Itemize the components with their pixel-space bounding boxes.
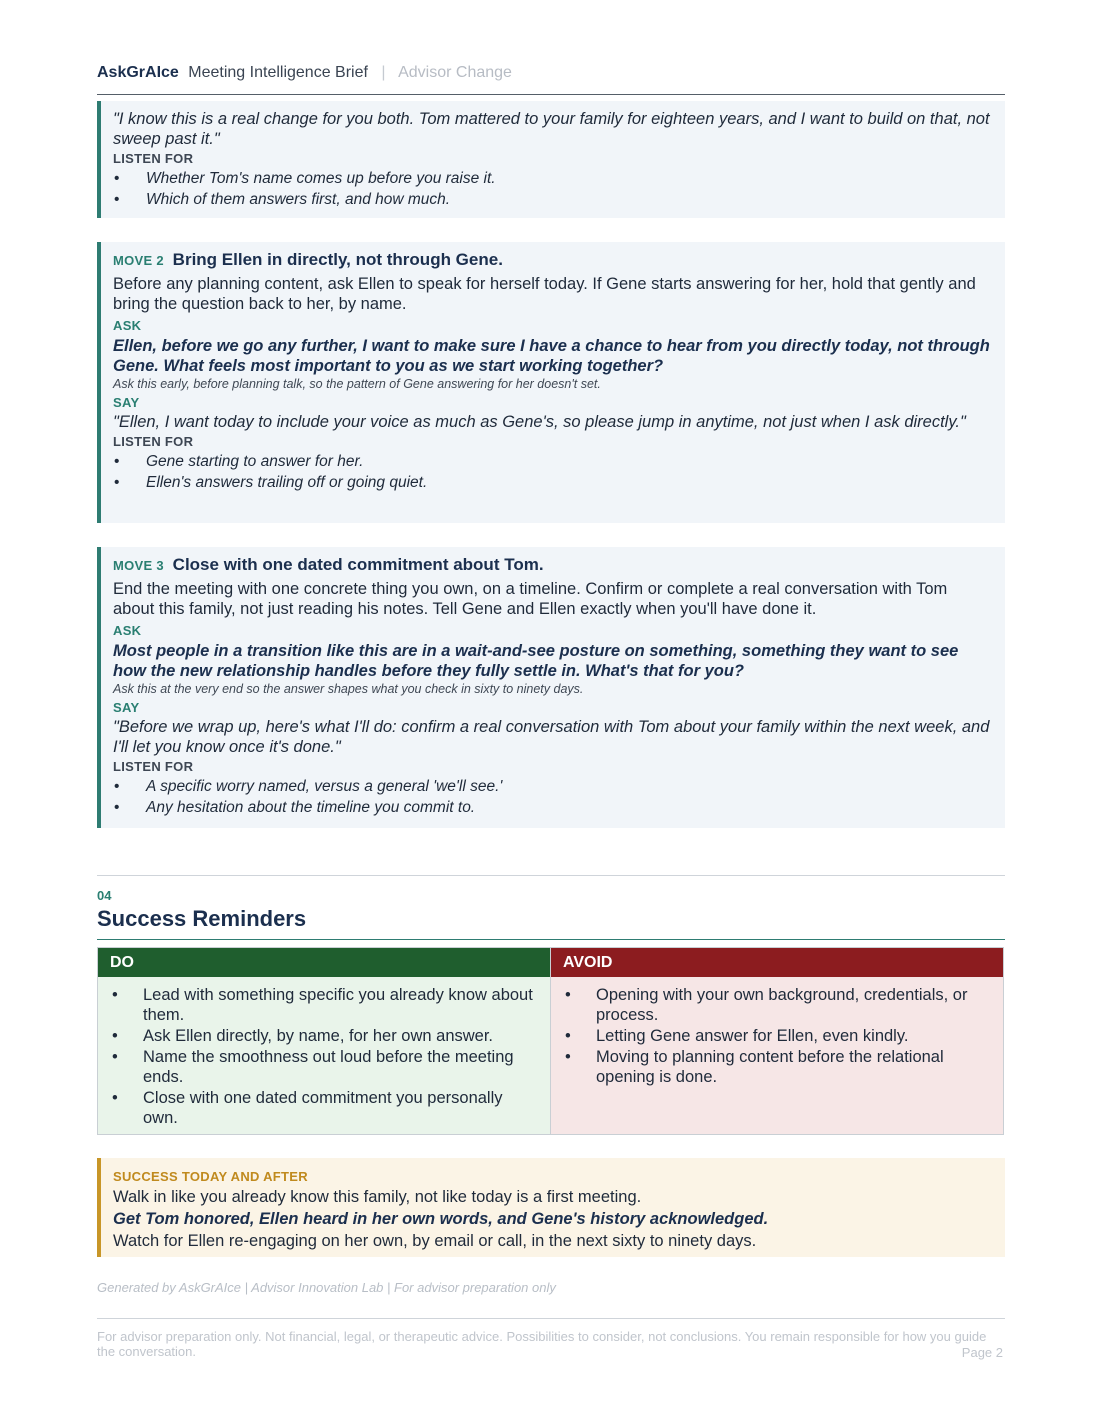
listen-item: • Ellen's answers trailing off or going quiet. (113, 472, 991, 493)
listen-item: • Any hesitation about the timeline you commit to. (113, 797, 991, 818)
footer-disclaimer: For advisor preparation only. Not financial, legal, or therapeutic advice. Possibilities to consider, not conclusions. You remain responsible for how you guide the conversation. (97, 1329, 987, 1359)
document-title: Meeting Intelligence Brief (188, 64, 368, 81)
do-header: DO (98, 948, 550, 977)
header-separator: | (381, 64, 386, 81)
listen-item: • Which of them answers first, and how much. (113, 189, 991, 210)
section-title-rule (97, 939, 1005, 940)
listen-item: • Gene starting to answer for her. (113, 451, 991, 472)
move2-listen-label: LISTEN FOR (113, 434, 194, 449)
move2-heading (113, 249, 991, 272)
success-line-2: Get Tom honored, Ellen heard in her own words, and Gene's history acknowledged. (113, 1210, 769, 1228)
footer-rule (97, 1318, 1005, 1319)
move2-title: Bring Ellen in directly, not through Gene. (172, 250, 503, 269)
move3-say-text: "Before we wrap up, here's what I'll do: confirm a real conversation with Tom about your family within the next week, and I'll let you know once it's done." (113, 718, 990, 756)
move1-listen-list (113, 168, 991, 210)
move3-ask-note: Ask this at the very end so the answer shapes what you check in sixty to ninety days. (113, 682, 584, 696)
move3-listen-list (113, 776, 991, 818)
header-section: Advisor Change (398, 64, 512, 81)
move1-say-text: "I know this is a real change for you both. Tom mattered to your family for eighteen years, and I want to build on that, not sweep past it." (113, 110, 990, 148)
move2-ask-note: Ask this early, before planning talk, so the pattern of Gene answering for her doesn't set. (113, 377, 601, 391)
move1-listen-label: LISTEN FOR (113, 151, 194, 166)
do-column (98, 948, 551, 1134)
avoid-item: • Letting Gene answer for Ellen, even kindly. (563, 1026, 991, 1046)
do-item: • Name the smoothness out loud before the meeting ends. (110, 1047, 538, 1087)
success-label: SUCCESS TODAY AND AFTER (113, 1169, 308, 1184)
move3-number: MOVE 3 (113, 558, 164, 573)
move3-card (97, 547, 1005, 828)
move2-say-text: "Ellen, I want today to include your voice as much as Gene's, so please jump in anytime, not just when I ask directly." (113, 413, 966, 431)
document-header (97, 64, 1005, 95)
move3-listen-label: LISTEN FOR (113, 759, 194, 774)
listen-item: • Whether Tom's name comes up before you raise it. (113, 168, 991, 189)
section-number: 04 (97, 888, 112, 903)
avoid-header: AVOID (551, 948, 1003, 977)
move2-number: MOVE 2 (113, 253, 164, 268)
move1-card (97, 101, 1005, 218)
section-title: Success Reminders (97, 906, 307, 931)
success-callout (97, 1158, 1005, 1257)
do-list (98, 985, 550, 1128)
success-line-3: Watch for Ellen re-engaging on her own, by email or call, in the next sixty to ninety days. (113, 1232, 757, 1250)
move3-ask-question: Most people in a transition like this are in a wait-and-see posture on something, something they want to see how the new relationship handles before they fully settle in. What's that for you? (113, 642, 959, 680)
move2-body: Before any planning content, ask Ellen to speak for herself today. If Gene starts answering for her, hold that gently and bring the question back to her, by name. (113, 275, 976, 313)
avoid-item: • Opening with your own background, credentials, or process. (563, 985, 991, 1025)
do-item: • Lead with something specific you already know about them. (110, 985, 538, 1025)
move2-listen-list (113, 451, 991, 493)
move2-card (97, 242, 1005, 523)
do-item: • Close with one dated commitment you personally own. (110, 1088, 538, 1128)
move3-ask-label: ASK (113, 623, 142, 638)
section-divider (97, 875, 1005, 876)
move3-say-label: SAY (113, 700, 140, 715)
listen-item: • A specific worry named, versus a general 'we'll see.' (113, 776, 991, 797)
move2-ask-question: Ellen, before we go any further, I want to make sure I have a chance to hear from you directly today, not through Gene. What feels most important to you as we start working together? (113, 337, 990, 375)
avoid-list (551, 985, 1003, 1087)
success-line-1: Walk in like you already know this family, not like today is a first meeting. (113, 1188, 642, 1206)
move3-heading (113, 554, 991, 577)
move2-ask-label: ASK (113, 318, 142, 333)
generated-by-note: Generated by AskGrAIce | Advisor Innovation Lab | For advisor preparation only (97, 1280, 556, 1295)
brand-name: AskGrAIce (97, 64, 179, 81)
page-number: Page 2 (961, 1345, 1003, 1360)
do-avoid-table (97, 947, 1004, 1135)
avoid-item: • Moving to planning content before the relational opening is done. (563, 1047, 991, 1087)
move3-title: Close with one dated commitment about Tom. (172, 555, 544, 574)
move3-body: End the meeting with one concrete thing you own, on a timeline. Confirm or complete a real conversation with Tom about this family, not just reading his notes. Tell Gene and Ellen exactly when you'll have done it. (113, 580, 948, 618)
move2-say-label: SAY (113, 395, 140, 410)
avoid-column (551, 948, 1003, 1134)
do-item: • Ask Ellen directly, by name, for her own answer. (110, 1026, 538, 1046)
